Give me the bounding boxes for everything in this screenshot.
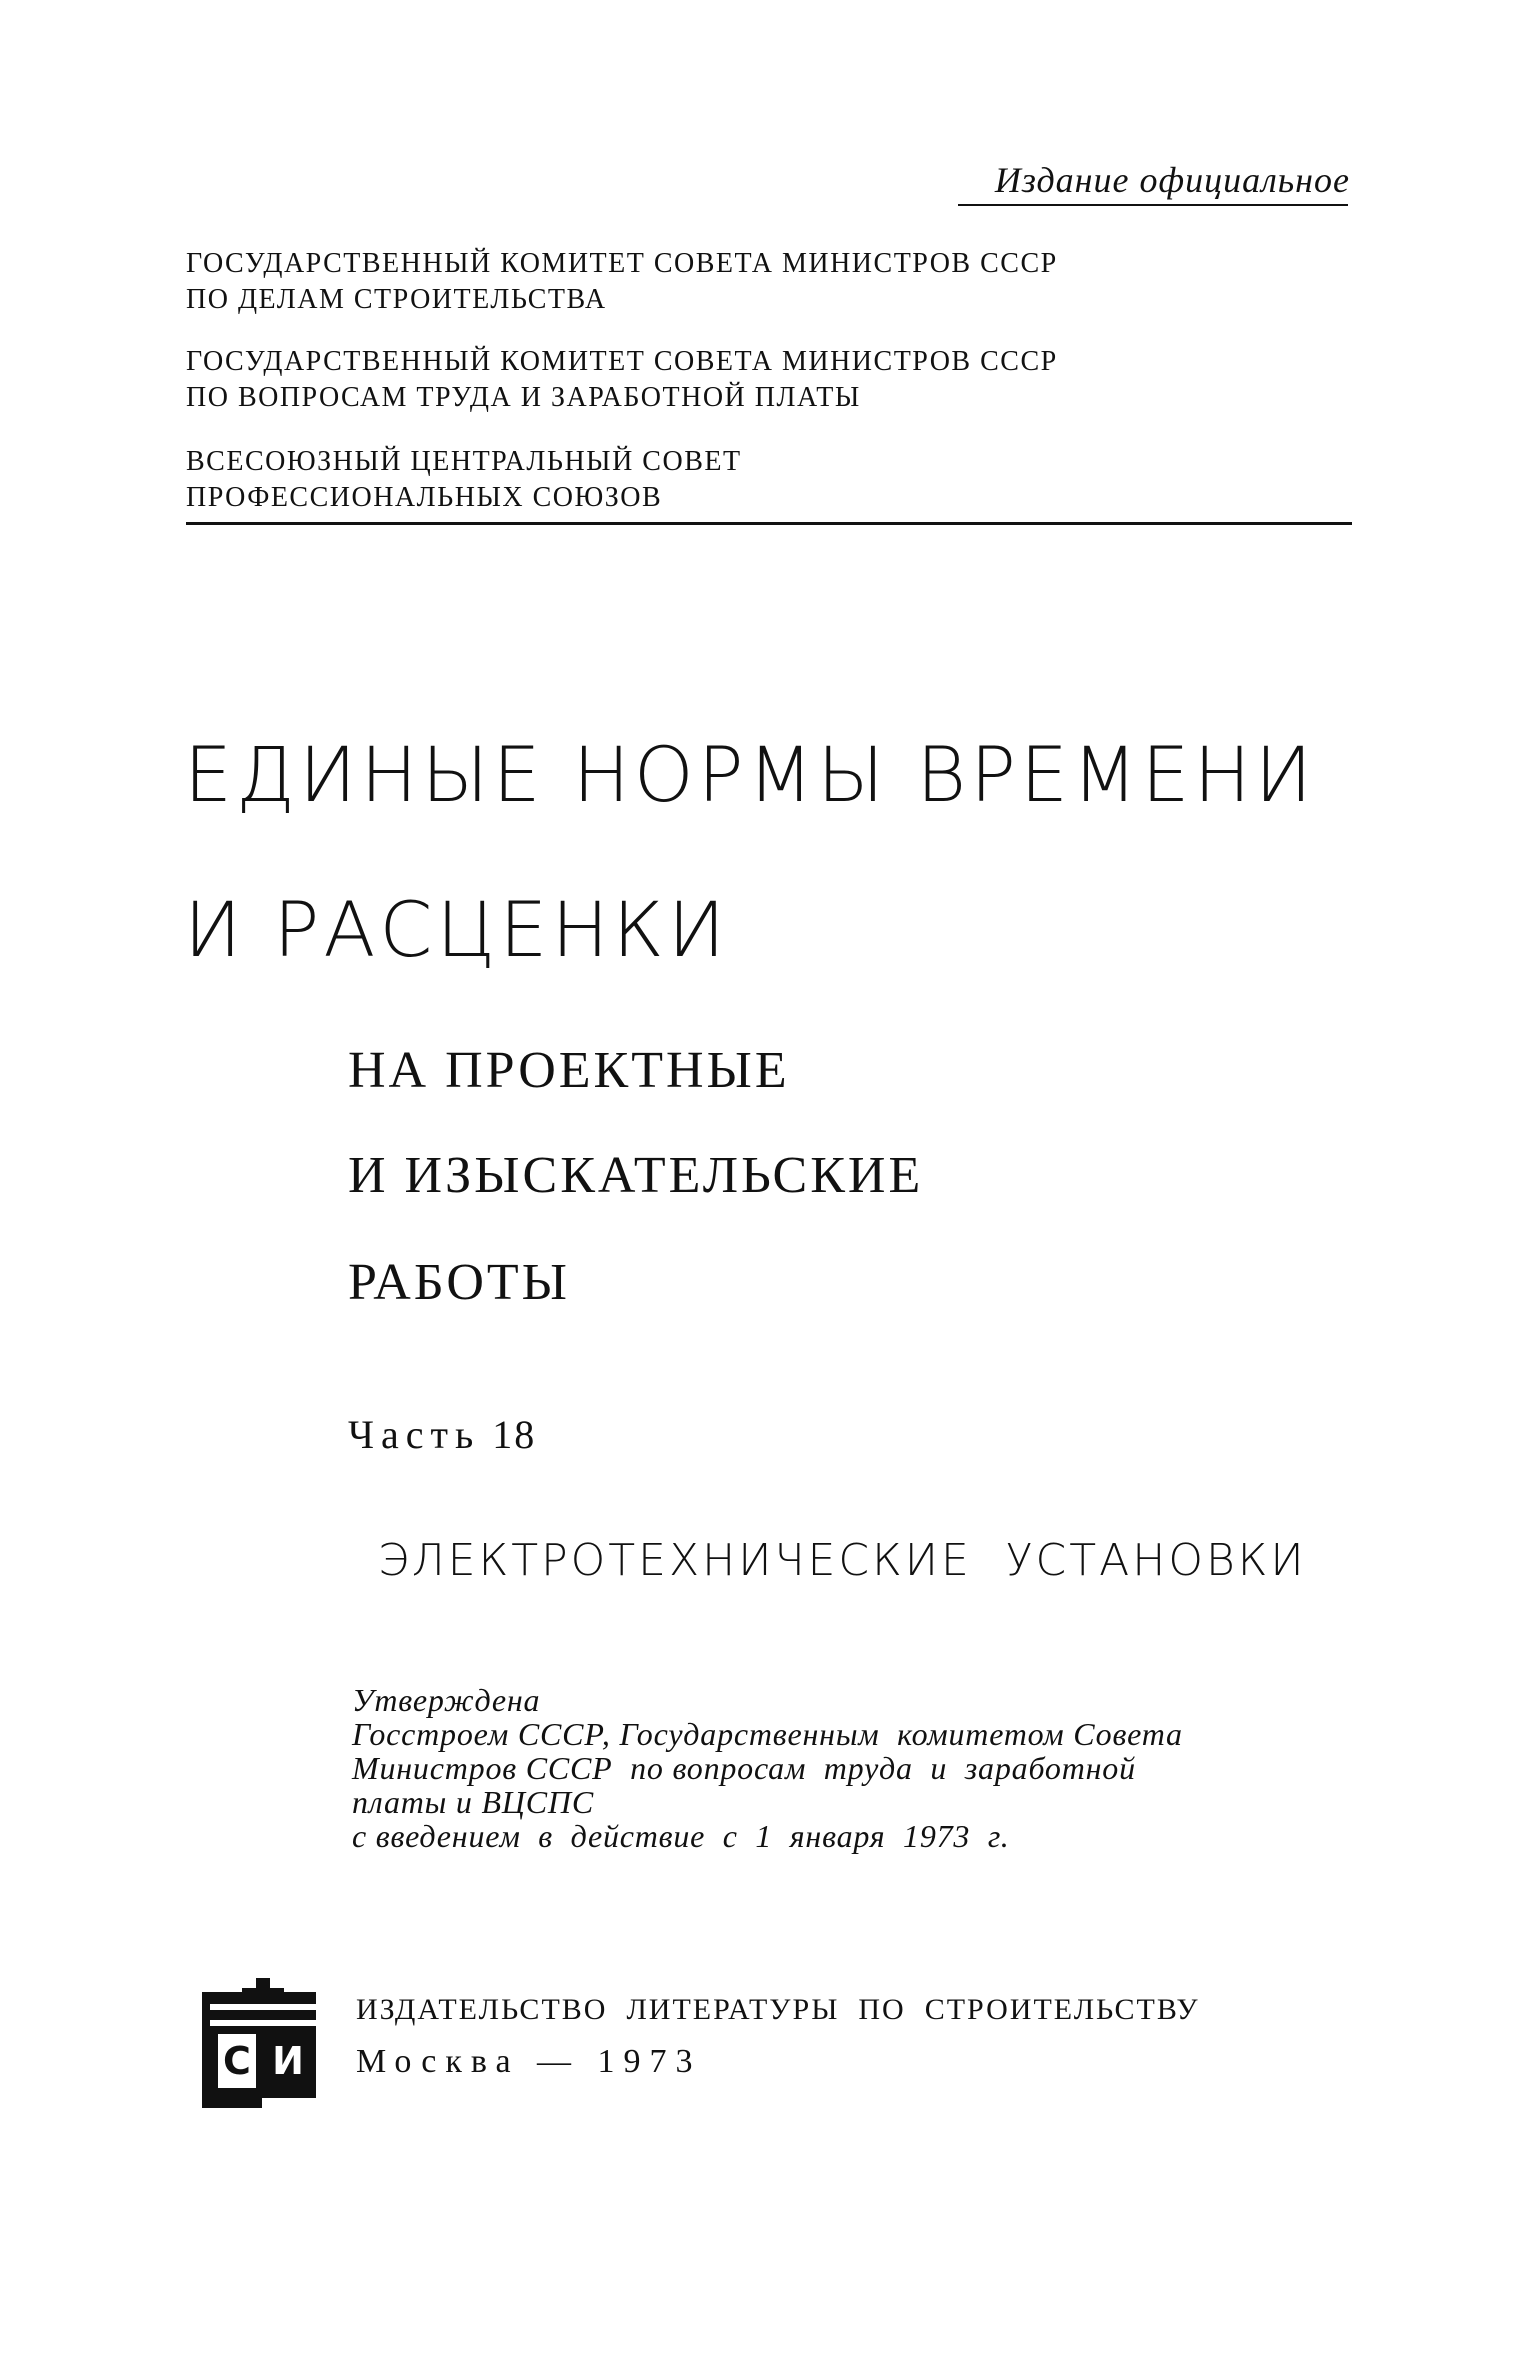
part-heading: [348, 1410, 536, 1460]
edition-note: Издание официальное: [994, 160, 1350, 200]
organization-vtssps: [186, 444, 1346, 516]
section-title: ЭЛЕКТРОТЕХНИЧЕСКИЕ УСТАНОВКИ: [378, 1535, 1307, 1586]
main-title-line-1: ЕДИНЫЕ НОРМЫ ВРЕМЕНИ: [184, 730, 1317, 819]
subtitle-line-3: РАБОТЫ: [348, 1254, 570, 1311]
organization-line: ВСЕСОЮЗНЫЙ ЦЕНТРАЛЬНЫЙ СОВЕТ: [186, 446, 742, 477]
main-title-line-2: И РАСЦЕНКИ: [184, 885, 730, 974]
logo-letter-i: И: [272, 2039, 304, 2083]
organization-line: ГОСУДАРСТВЕННЫЙ КОМИТЕТ СОВЕТА МИНИСТРОВ СССР: [186, 346, 1058, 377]
approval-note: [352, 1683, 1352, 1853]
organization-line: ПО ДЕЛАМ СТРОИТЕЛЬСТВА: [186, 284, 607, 315]
organization-line: ПРОФЕССИОНАЛЬНЫХ СОЮЗОВ: [186, 482, 663, 513]
logo-letter-c: С: [223, 2039, 251, 2083]
part-label: Часть: [348, 1412, 481, 1457]
subtitle-line-2: И ИЗЫСКАТЕЛЬСКИЕ: [348, 1147, 924, 1204]
subtitle-line-1: НА ПРОЕКТНЫЕ: [348, 1042, 790, 1099]
approval-line: Госстроем СССР, Государственным комитетом Совета: [352, 1716, 1183, 1752]
publisher-name: ИЗДАТЕЛЬСТВО ЛИТЕРАТУРЫ ПО СТРОИТЕЛЬСТВУ: [356, 1993, 1200, 2026]
header-divider: [186, 522, 1352, 525]
city-year: Москва — 1973: [356, 2043, 702, 2080]
approval-line: с введением в действие с 1 января 1973 г.: [352, 1818, 1010, 1854]
approval-line: Министров СССР по вопросам труда и заработной: [352, 1750, 1136, 1786]
organization-gosstroy: [186, 246, 1346, 318]
publisher-logo-icon: [202, 1978, 324, 2108]
organization-line: ГОСУДАРСТВЕННЫЙ КОМИТЕТ СОВЕТА МИНИСТРОВ СССР: [186, 248, 1058, 279]
approval-line: платы и ВЦСПС: [352, 1784, 594, 1820]
part-number: 18: [492, 1412, 537, 1457]
organization-goskomtrud: [186, 344, 1346, 416]
approval-line: Утверждена: [352, 1682, 541, 1718]
organization-line: ПО ВОПРОСАМ ТРУДА И ЗАРАБОТНОЙ ПЛАТЫ: [186, 382, 861, 413]
edition-underline: [958, 204, 1348, 206]
